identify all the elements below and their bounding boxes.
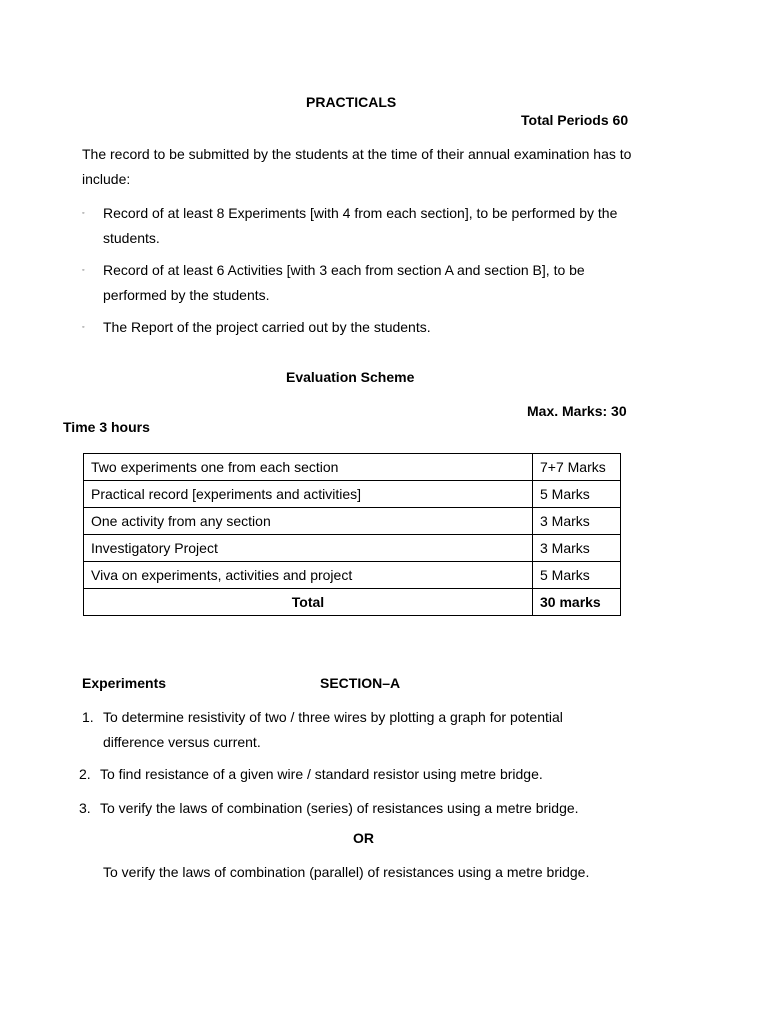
- section-heading: SECTION–A: [320, 675, 401, 691]
- alternate-experiment: To verify the laws of combination (parallel) of resistances using a metre bridge.: [103, 864, 590, 880]
- table-cell-item: One activity from any section: [84, 508, 533, 535]
- list-item-text: The Report of the project carried out by the students.: [103, 319, 431, 335]
- table-cell-marks: 3 Marks: [533, 508, 621, 535]
- table-total-label: Total: [84, 589, 533, 616]
- list-item-number: 1.: [82, 709, 94, 725]
- table-row: [84, 508, 621, 535]
- table-cell-item: Practical record [experiments and activities]: [84, 481, 533, 508]
- page-title: PRACTICALS: [306, 94, 397, 110]
- table-total-marks: 30 marks: [533, 589, 621, 616]
- table-cell-item: Viva on experiments, activities and project: [84, 562, 533, 589]
- or-separator: OR: [353, 830, 374, 846]
- time-duration: Time 3 hours: [63, 419, 150, 435]
- evaluation-table: [83, 453, 621, 616]
- list-item-text: To determine resistivity of two / three wires by plotting a graph for potential difference versus current.: [103, 709, 563, 750]
- bullet-icon: ◦: [82, 324, 85, 331]
- max-marks: Max. Marks: 30: [527, 403, 627, 419]
- bullet-icon: ◦: [82, 267, 85, 274]
- table-cell-marks: 5 Marks: [533, 481, 621, 508]
- table-total-row: [84, 589, 621, 616]
- table-cell-marks: 3 Marks: [533, 535, 621, 562]
- list-item-text: Record of at least 8 Experiments [with 4 from each section], to be performed by the students.: [103, 205, 618, 246]
- table-row: [84, 562, 621, 589]
- table-row: [84, 535, 621, 562]
- intro-paragraph: The record to be submitted by the students at the time of their annual examination has to include:: [82, 146, 632, 187]
- evaluation-heading: Evaluation Scheme: [286, 369, 415, 385]
- list-item-text: To verify the laws of combination (series) of resistances using a metre bridge.: [100, 800, 579, 816]
- table-cell-marks: 7+7 Marks: [533, 454, 621, 481]
- table-cell-item: Two experiments one from each section: [84, 454, 533, 481]
- table-row: [84, 454, 621, 481]
- list-item-text: Record of at least 6 Activities [with 3 each from section A and section B], to be performed by the students.: [103, 262, 585, 303]
- list-item-text: To find resistance of a given wire / standard resistor using metre bridge.: [100, 766, 543, 782]
- table-cell-item: Investigatory Project: [84, 535, 533, 562]
- list-item-number: 2.: [79, 766, 91, 782]
- total-periods: Total Periods 60: [521, 112, 629, 128]
- table-cell-marks: 5 Marks: [533, 562, 621, 589]
- table-row: [84, 481, 621, 508]
- experiments-heading: Experiments: [82, 675, 167, 691]
- list-item-number: 3.: [79, 800, 91, 816]
- bullet-icon: ◦: [82, 210, 85, 217]
